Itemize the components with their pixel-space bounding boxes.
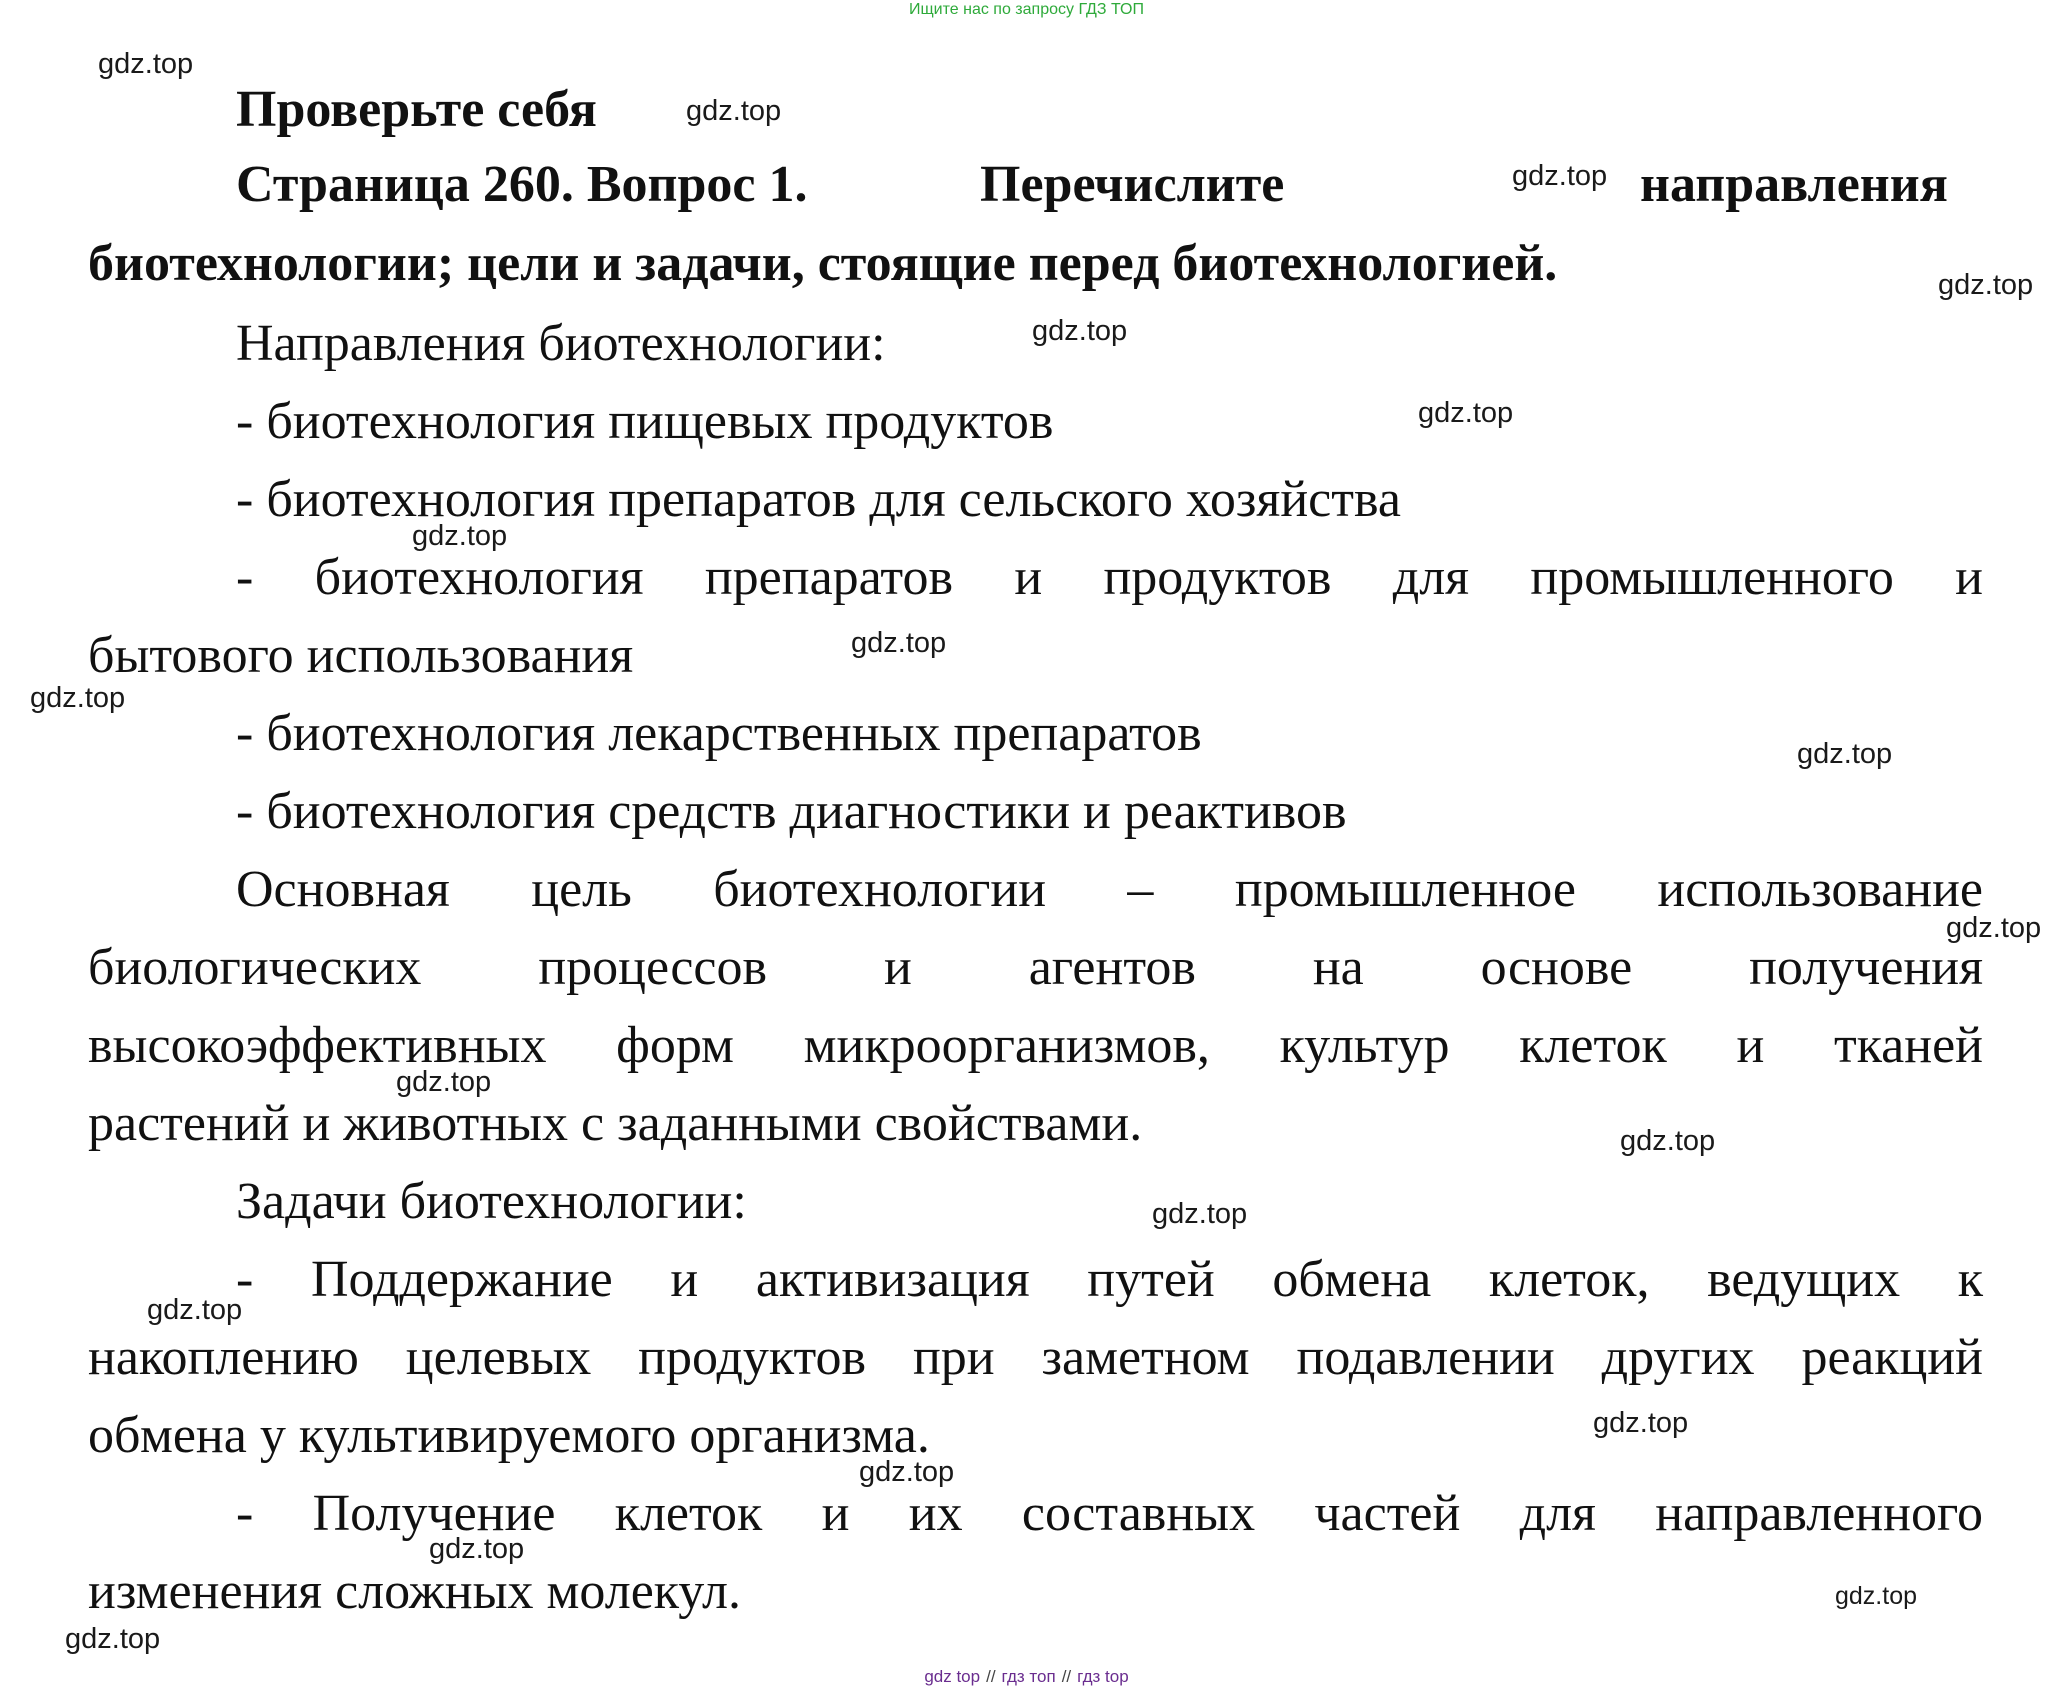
watermark: gdz.top	[1152, 1198, 1248, 1230]
direction-item-continued: бытового использования	[88, 627, 634, 684]
watermark: gdz.top	[1797, 738, 1893, 770]
direction-item: - биотехнология препаратов для сельского хозяйства	[236, 471, 1401, 528]
top-banner: Ищите нас по запросу ГДЗ ТОП	[909, 1, 1144, 18]
bottom-banner-separator: //	[1061, 1667, 1072, 1686]
goal-paragraph-line: растений и животных с заданными свойствами.	[88, 1095, 1143, 1152]
direction-item: - биотехнология препаратов и продуктов для промышленного и	[236, 549, 1983, 606]
direction-item: - биотехнология пищевых продуктов	[236, 393, 1054, 450]
task-line: накоплению целевых продуктов при заметном подавлении других реакций	[88, 1329, 1983, 1386]
task-line: - Поддержание и активизация путей обмена клеток, ведущих к	[236, 1251, 1983, 1308]
watermark: gdz.top	[147, 1294, 243, 1326]
bottom-banner-separator: //	[986, 1667, 996, 1686]
question-word-directions: направления	[1640, 156, 1948, 213]
task-line: обмена у культивируемого организма.	[88, 1407, 930, 1464]
bottom-banner-item: гдз топ	[1001, 1667, 1056, 1686]
watermark: gdz.top	[98, 48, 194, 80]
watermark: gdz.top	[1512, 160, 1608, 192]
bottom-banner	[0, 1667, 2053, 1687]
tasks-title: Задачи биотехнологии:	[236, 1173, 747, 1230]
task-line: - Получение клеток и их составных частей для направленного	[236, 1485, 1983, 1542]
watermark: gdz.top	[1835, 1582, 1918, 1610]
watermark: gdz.top	[1032, 315, 1128, 347]
watermark: gdz.top	[1938, 269, 2034, 301]
watermark: gdz.top	[686, 95, 782, 127]
question-text: биотехнологии; цели и задачи, стоящие перед биотехнологией.	[88, 235, 1558, 292]
bottom-banner-item: gdz top	[924, 1667, 981, 1686]
watermark: gdz.top	[429, 1533, 525, 1565]
watermark: gdz.top	[30, 682, 126, 714]
watermark: gdz.top	[1418, 397, 1514, 429]
directions-title: Направления биотехнологии:	[236, 315, 886, 372]
watermark: gdz.top	[412, 520, 508, 552]
direction-item: - биотехнология средств диагностики и реактивов	[236, 783, 1347, 840]
bottom-banner-item: гдз top	[1077, 1667, 1129, 1686]
watermark: gdz.top	[859, 1456, 955, 1488]
question-label: Страница 260. Вопрос 1.	[236, 156, 808, 213]
question-word-list: Перечислите	[980, 156, 1285, 213]
goal-paragraph-line: Основная цель биотехнологии – промышленное использование	[236, 861, 1983, 918]
task-line: изменения сложных молекул.	[88, 1563, 741, 1620]
watermark: gdz.top	[851, 627, 947, 659]
goal-paragraph-line: высокоэффективных форм микроорганизмов, культур клеток и тканей	[88, 1017, 1983, 1074]
direction-item: - биотехнология лекарственных препаратов	[236, 705, 1202, 762]
watermark: gdz.top	[1620, 1125, 1716, 1157]
watermark: gdz.top	[65, 1623, 161, 1655]
watermark: gdz.top	[1593, 1407, 1689, 1439]
page-heading: Проверьте себя	[236, 81, 597, 138]
watermark: gdz.top	[396, 1066, 492, 1098]
goal-paragraph-line: биологических процессов и агентов на основе получения	[88, 939, 1983, 996]
watermark: gdz.top	[1946, 912, 2042, 944]
